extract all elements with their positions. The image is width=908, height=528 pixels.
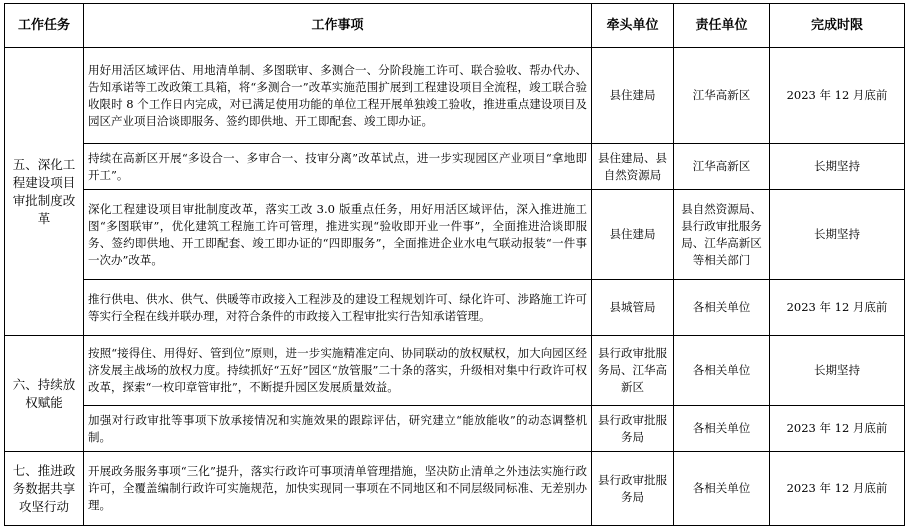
header-deadline: 完成时限	[770, 4, 905, 48]
table-row	[5, 336, 905, 406]
deadline-cell: 2023 年 12 月底前	[770, 48, 905, 144]
item-cell: 推行供电、供水、供气、供暖等市政接入工程涉及的建设工程规划许可、绿化许可、涉路施工许可等实行全程在线并联办理，对符合条件的市政接入工程审批实行告知承诺管理。	[84, 280, 592, 336]
lead-unit-cell: 县行政审批服务局、江华高新区	[592, 336, 674, 406]
header-row	[5, 4, 905, 48]
work-task-table	[4, 3, 905, 526]
lead-unit-cell: 县行政审批服务局	[592, 452, 674, 526]
item-cell: 加强对行政审批等事项下放承接情况和实施效果的跟踪评估，研究建立“能放能收”的动态调整机制。	[84, 406, 592, 452]
table-row	[5, 190, 905, 280]
responsible-unit-cell: 江华高新区	[674, 144, 770, 190]
lead-unit-cell: 县住建局	[592, 48, 674, 144]
lead-unit-cell: 县城管局	[592, 280, 674, 336]
lead-unit-cell: 县住建局	[592, 190, 674, 280]
table-row	[5, 48, 905, 144]
task-cell: 六、持续放权赋能	[5, 336, 84, 452]
deadline-cell: 长期坚持	[770, 144, 905, 190]
deadline-cell: 长期坚持	[770, 190, 905, 280]
deadline-cell: 2023 年 12 月底前	[770, 452, 905, 526]
header-responsible-unit: 责任单位	[674, 4, 770, 48]
item-cell: 用好用活区域评估、用地清单制、多图联审、多测合一、分阶段施工许可、联合验收、帮办代办、告知承诺等工改政策工具箱，将“多测合一”改革实施范围扩展到工程建设项目全流程，竣工联合验收限时 8 个工作日内完成，对已满足使用功能的单位工程开展单独竣工验收，推进重点建设项目及园区产业项目洽谈即服务、签约即供地、开工即配套、竣工即办证。	[84, 48, 592, 144]
deadline-cell: 2023 年 12 月底前	[770, 406, 905, 452]
lead-unit-cell: 县住建局、县自然资源局	[592, 144, 674, 190]
item-cell: 持续在高新区开展“多设合一、多审合一、技审分离”改革试点，进一步实现园区产业项目“拿地即开工”。	[84, 144, 592, 190]
header-lead-unit: 牵头单位	[592, 4, 674, 48]
header-item: 工作事项	[84, 4, 592, 48]
responsible-unit-cell: 各相关单位	[674, 336, 770, 406]
lead-unit-cell: 县行政审批服务局	[592, 406, 674, 452]
responsible-unit-cell: 江华高新区	[674, 48, 770, 144]
task-cell: 七、推进政务数据共享攻坚行动	[5, 452, 84, 526]
table-row	[5, 280, 905, 336]
responsible-unit-cell: 县自然资源局、县行政审批服务局、江华高新区等相关部门	[674, 190, 770, 280]
task-cell: 五、深化工程建设项目审批制度改革	[5, 48, 84, 336]
item-cell: 深化工程建设项目审批制度改革，落实工改 3.0 版重点任务，用好用活区域评估，深入推进施工图“多图联审”，优化建筑工程施工许可管理，推进实现“验收即开业一件事”，全面推进洽谈即服务、签约即供地、开工即配套、竣工即办证的“四即服务”，全面推进企业水电气联动报装“一件事一次办”改革。	[84, 190, 592, 280]
responsible-unit-cell: 各相关单位	[674, 280, 770, 336]
table-row	[5, 144, 905, 190]
responsible-unit-cell: 各相关单位	[674, 406, 770, 452]
header-task: 工作任务	[5, 4, 84, 48]
table-row	[5, 452, 905, 526]
item-cell: 开展政务服务事项“三化”提升，落实行政许可事项清单管理措施，坚决防止清单之外违法实施行政许可，全覆盖编制行政许可实施规范，加快实现同一事项在不同地区和不同层级同标准、无差别办理。	[84, 452, 592, 526]
deadline-cell: 2023 年 12 月底前	[770, 280, 905, 336]
responsible-unit-cell: 各相关单位	[674, 452, 770, 526]
deadline-cell: 长期坚持	[770, 336, 905, 406]
item-cell: 按照“接得住、用得好、管到位”原则，进一步实施精准定向、协同联动的放权赋权，加大向园区经济发展主战场的放权力度。持续抓好“五好”园区“放管服”二十条的落实，升级相对集中行政许可权改革，探索“一枚印章管审批”，不断提升园区发展质量效益。	[84, 336, 592, 406]
table-row	[5, 406, 905, 452]
